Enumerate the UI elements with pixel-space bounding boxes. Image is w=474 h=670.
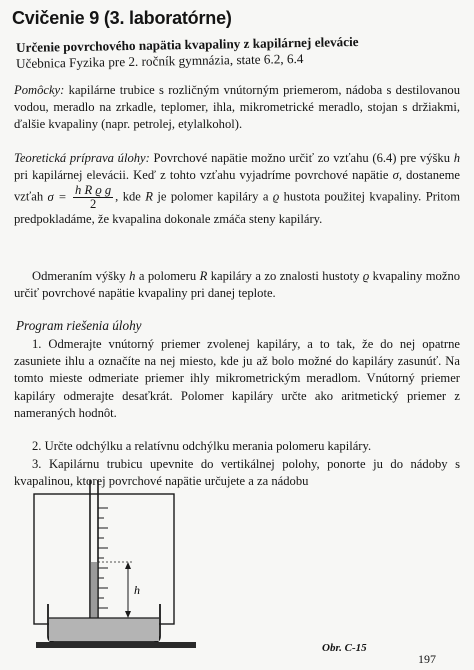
pomocky-label: Pomôcky:: [14, 83, 65, 97]
step-1-text: 1. Odmerajte vnútorný priemer zvolenej kapiláry, a to tak, že do nej opatrne zasuniete ihlu a označíte na nej miesto, kde ju až bolo možné do kapiláry zasunúť. Na tomto mieste odmeriate priemer ihly mikrometrickým meradlom. Vnútorný priemer kapiláry odmerajte desaťkrát. Polomer kapiláry určte ako aritmetický priemer z nameraných hodnôt.: [14, 337, 460, 420]
figure-caption: Obr. C-15: [322, 642, 367, 654]
teoria-label: Teoretická príprava úlohy:: [14, 151, 150, 165]
program-heading: Program riešenia úlohy: [16, 318, 142, 333]
formula-denominator: 2: [89, 197, 97, 212]
height-label: h: [134, 583, 140, 597]
odmeranim-text-1: Odmeraním výšky: [32, 269, 126, 283]
symbol-h-2: h: [129, 269, 136, 283]
teoria-text-4: , kde: [115, 189, 141, 204]
symbol-rho-2: ϱ: [362, 269, 370, 283]
teoria-text-5: je polomer kapiláry a: [157, 189, 269, 204]
base-plate: [36, 642, 196, 648]
pomocky-text: kapilárne trubice s rozličným vnútorným priemerom, nádoba s destilovanou vodou, meradlo na zrkadle, teplomer, ihla, mikrometrické meradlo, stojan s držiakmi, ďalšie kvapaliny (napr. petrolej, etylalkohol).: [14, 83, 460, 132]
ruler-panel: [34, 494, 174, 624]
odmeranim-paragraph: [14, 268, 460, 302]
arrow-head-bottom: [125, 611, 131, 618]
pomocky-paragraph: [14, 82, 460, 134]
step-1: [14, 336, 460, 422]
symbol-rho: ϱ: [272, 189, 280, 204]
formula-lhs: σ =: [47, 189, 67, 204]
ruler-ticks: [98, 508, 108, 608]
teoria-text-2: pri kapilárnej elevácii. Keď z tohto vzťahu vyjadríme povrchové napätie: [14, 168, 389, 183]
symbol-h: h: [453, 151, 461, 165]
odmeranim-text-4: kvapaliny možno určiť povrchové napätie kvapaliny pri danej teplote.: [14, 269, 461, 301]
teoria-text-6: hustota použitej kvapaliny. Pritom predpokladáme, že kvapalina dokonale zmáča steny kapiláry.: [14, 189, 461, 227]
symbol-r-2: R: [199, 269, 208, 283]
arrow-head-top: [125, 562, 131, 569]
teoria-text-3: , dostaneme vzťah: [14, 168, 460, 204]
step-3-text: 3. Kapilárnu trubicu upevnite do vertikálnej polohy, ponorte ju do nádoby s kvapalinou, ktorej povrchové napätie určujete a za nádobu: [14, 457, 460, 489]
teoria-text-1: Povrchové napätie možno určiť zo vzťahu (6.4) pre výšku: [153, 151, 451, 165]
page-title: Cvičenie 9 (3. laboratórne): [12, 8, 232, 28]
capillary-figure: [28, 478, 218, 650]
odmeranim-text-3: kapiláry a zo znalosti hustoty: [210, 269, 360, 283]
formula-numerator: h R ϱ g: [75, 183, 112, 198]
odmeranim-text-2: a polomeru: [138, 269, 197, 283]
beaker-liquid: [49, 618, 159, 641]
symbol-sigma: σ: [392, 168, 399, 183]
textbook-reference: Učebnica Fyzika pre 2. ročník gymnázia, state 6.2, 6.4: [15, 50, 304, 71]
page-number: 197: [418, 652, 436, 666]
surface-tension-formula: [47, 183, 116, 212]
step-2: [14, 438, 460, 455]
step-2-text: 2. Určte odchýlku a relatívnu odchýlku merania polomeru kapiláry.: [32, 439, 372, 453]
exercise-heading: Určenie povrchového napätia kvapaliny z kapilárnej elevácie: [15, 34, 359, 55]
formula-fraction: [73, 184, 113, 211]
symbol-r: R: [145, 189, 153, 204]
teoria-paragraph: [14, 150, 460, 229]
